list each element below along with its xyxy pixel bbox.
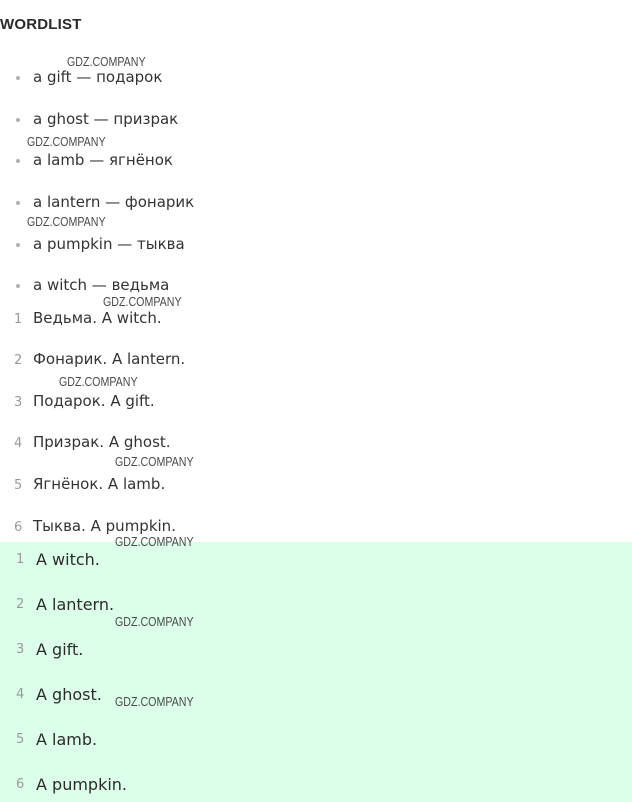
line-number: 6 — [14, 520, 23, 535]
word-item: a lamb — ягнёнок — [33, 151, 173, 169]
answer-line: A lantern. — [36, 595, 115, 614]
answer-panel — [0, 542, 632, 802]
answer-line: A gift. — [36, 640, 84, 659]
answer-number: 1 — [16, 552, 25, 567]
wordlist-heading: WORDLIST — [0, 16, 82, 33]
answer-number: 5 — [16, 732, 25, 747]
watermark: GDZ.COMPANY — [115, 614, 194, 629]
answer-number: 6 — [16, 777, 25, 792]
task-line: Фонарик. A lantern. — [33, 350, 186, 368]
word-item: a lantern — фонарик — [33, 193, 195, 211]
line-number: 5 — [14, 478, 23, 493]
watermark: GDZ.COMPANY — [115, 534, 194, 549]
answer-number: 4 — [16, 687, 25, 702]
task-line: Подарок. A gift. — [33, 392, 155, 410]
task-line: Ведьма. A witch. — [33, 309, 162, 327]
watermark: GDZ.COMPANY — [59, 374, 138, 389]
answer-line: A witch. — [36, 550, 100, 569]
watermark: GDZ.COMPANY — [27, 214, 106, 229]
word-item: a witch — ведьма — [33, 276, 170, 294]
answer-number: 2 — [16, 597, 25, 612]
line-number: 2 — [14, 353, 23, 368]
word-item: a gift — подарок — [33, 68, 163, 86]
line-number: 1 — [14, 312, 23, 327]
watermark: GDZ.COMPANY — [27, 134, 106, 149]
answer-line: A pumpkin. — [36, 775, 128, 794]
task-line: Призрак. A ghost. — [33, 433, 171, 451]
answer-line: A ghost. — [36, 685, 102, 704]
task-line: Ягнёнок. A lamb. — [33, 475, 166, 493]
watermark: GDZ.COMPANY — [103, 294, 182, 309]
task-line: Тыква. A pumpkin. — [33, 517, 176, 535]
watermark: GDZ.COMPANY — [115, 454, 194, 469]
answer-line: A lamb. — [36, 730, 98, 749]
word-item: a pumpkin — тыква — [33, 235, 185, 253]
line-number: 3 — [14, 395, 23, 410]
watermark: GDZ.COMPANY — [115, 694, 194, 709]
answer-number: 3 — [16, 642, 25, 657]
word-item: a ghost — призрак — [33, 110, 179, 128]
watermark: GDZ.COMPANY — [67, 54, 146, 69]
line-number: 4 — [14, 436, 23, 451]
